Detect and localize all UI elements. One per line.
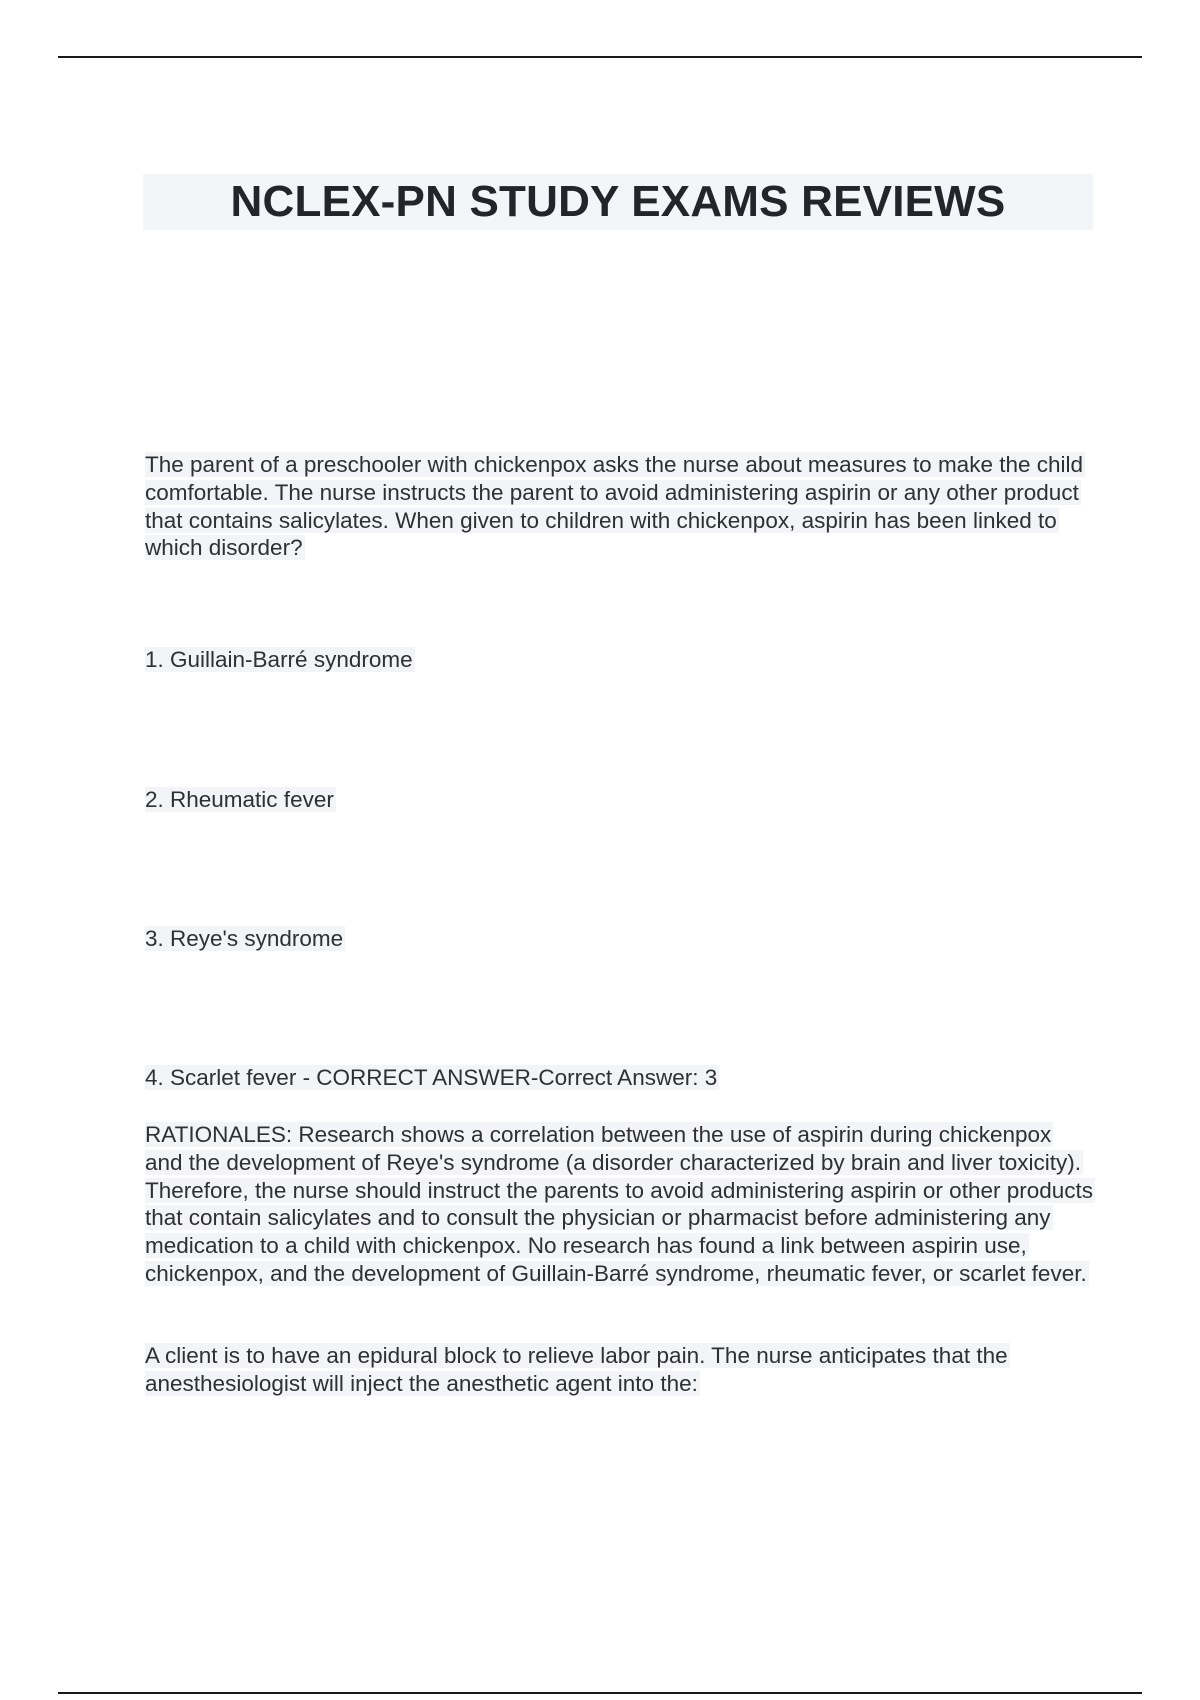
question-1-stem: The parent of a preschooler with chickenpox asks the nurse about measures to make the child comfortable. The nurse instructs the parent to avoid administering aspirin or any other product that contains salicylates. When given to children with chickenpox, aspirin has been linked to which disorder? (145, 452, 1084, 561)
bottom-rule (58, 1692, 1142, 1694)
answer-option-4-label: 4. Scarlet fever - CORRECT ANSWER-Correct Answer: 3 (145, 1065, 718, 1090)
question-1-text (145, 451, 1085, 562)
title-banner (143, 174, 1093, 230)
answer-option-2-label: 2. Rheumatic fever (145, 787, 334, 812)
page-title: NCLEX-PN STUDY EXAMS REVIEWS (230, 177, 1006, 226)
question-2-stem: A client is to have an epidural block to relieve labor pain. The nurse anticipates that the anesthesiologist will inject the anesthetic agent into the: (145, 1343, 1008, 1396)
rationale-paragraph (145, 1121, 1095, 1288)
answer-option-3-label: 3. Reye's syndrome (145, 926, 344, 951)
answer-option-2 (145, 786, 336, 814)
answer-option-3 (145, 925, 345, 953)
answer-option-1 (145, 646, 415, 674)
answer-option-1-label: 1. Guillain-Barré syndrome (145, 647, 413, 672)
question-2-text (145, 1342, 1095, 1398)
answer-option-4 (145, 1064, 719, 1092)
rationale-text: RATIONALES: Research shows a correlation between the use of aspirin during chickenpox and the development of Reye's syndrome (a disorder characterized by brain and liver toxicity). Therefore, the nurse should instruct the parents to avoid administering aspirin or other products that contain salicylates and to consult the physician or pharmacist before administering any medication to a child with chickenpox. No research has found a link between aspirin use, chickenpox, and the development of Guillain-Barré syndrome, rheumatic fever, or scarlet fever. (145, 1122, 1094, 1286)
top-rule (58, 56, 1142, 58)
